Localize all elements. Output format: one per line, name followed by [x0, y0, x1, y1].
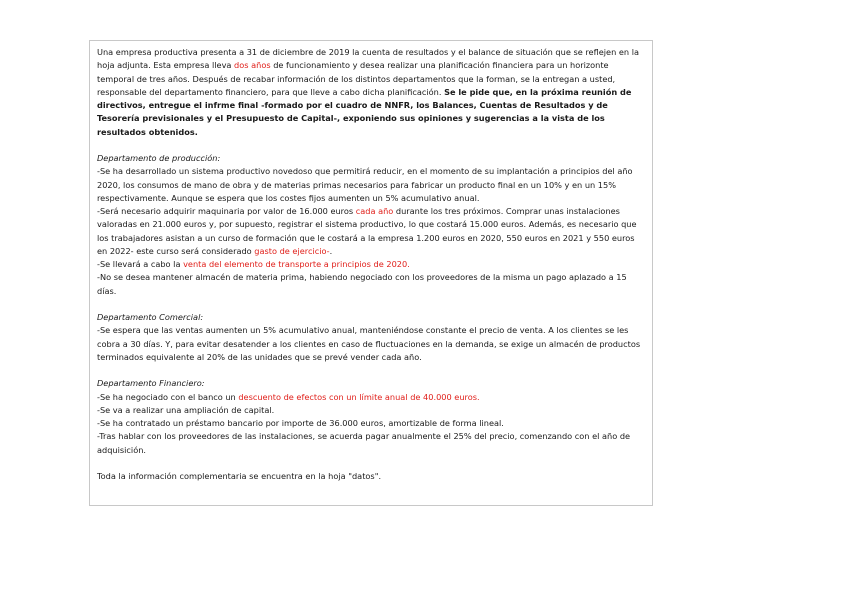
production-item-2 — [97, 205, 645, 258]
document-body — [97, 46, 645, 483]
production-item-2-highlight-2: gasto de ejercicio- — [254, 245, 330, 256]
document-frame — [89, 40, 653, 506]
footer-note: Toda la información complementaria se encuentra en la hoja "datos". — [97, 471, 382, 481]
commercial-heading: Departamento Comercial: — [97, 312, 204, 322]
financial-item-1-text: -Se ha negociado con el banco un — [97, 391, 239, 402]
production-item-4: -No se desea mantener almacén de materia prima, habiendo negociado con los proveedores de la misma un pago aplazado a 15 días. — [97, 272, 627, 296]
intro-task-bold: Se le pide que, en la próxima reunión de directivos, entregue el infrme final -formado por el cuadro de NNFR, los Balances, Cuentas de Resultados y de Tesorería previsionales y el Presupuesto de Capital-, exponiendo sus opiniones y sugerencias a la vista de los resultados obtenidos. — [97, 86, 632, 137]
production-heading: Departamento de producción: — [97, 153, 221, 163]
financial-item-4: -Tras hablar con los proveedores de las instalaciones, se acuerda pagar anualmente el 25% del precio, comenzando con el año de adquisición. — [97, 431, 631, 455]
intro-text-1: Una empresa productiva presenta a 31 de diciembre de 2019 la cuenta de resultados y el balance de situación que se reflejen en la hoja adjunta. Esta empresa lleva — [97, 47, 640, 71]
financial-item-1-highlight: descuento de efectos con un límite anual de 40.000 euros. — [238, 391, 480, 402]
production-item-2-text-a: -Será necesario adquirir maquinaria por valor de 16.000 euros — [97, 206, 356, 216]
production-item-3-highlight: venta del elemento de transporte a principios de 2020. — [183, 259, 410, 269]
financial-item-2: -Se va a realizar una ampliación de capital. — [97, 404, 275, 415]
production-item-2-highlight: cada año — [355, 206, 394, 216]
intro-highlight: dos años — [234, 60, 271, 71]
production-item-2-text-b: durante los tres próximos. Comprar unas instalaciones valoradas en 21.000 euros y, por supuesto, registrar el sistema productivo, lo que costará 15.000 euros. Además, es necesario que los trabajadores asistan a un curso de formación que le costará a la empresa 1.200 euros en 2020, 550 euros en 2021 y 550 euros en 2022- este curso será considerado — [97, 206, 637, 256]
intro-paragraph — [97, 46, 645, 139]
commercial-item-1: -Se espera que las ventas aumenten un 5% acumulativo anual, manteniéndose constante el precio de venta. A los clientes se les cobra a 30 días. Y, para evitar desatender a los clientes en caso de fluctuaciones en la demanda, se exige un almacén de productos terminados equivalente al 20% de las unidades que se prevé vender cada año. — [97, 325, 641, 362]
production-item-3 — [97, 258, 645, 271]
financial-heading: Departamento Financiero: — [97, 378, 205, 389]
financial-item-1 — [97, 391, 645, 404]
intro-text-2: de funcionamiento y desea realizar una planificación financiera para un horizonte temporal de tres años. Después de recabar información de los distintos departamentos que la forman, se la entregan a usted, responsable del departamento financiero, para que lleve a cabo dicha planificación. — [97, 60, 616, 97]
financial-item-3: -Se ha contratado un préstamo bancario por importe de 36.000 euros, amortizable de forma lineal. — [97, 418, 504, 428]
production-item-1: -Se ha desarrollado un sistema productivo novedoso que permitirá reducir, en el momento de su implantación a principios del año 2020, los consumos de mano de obra y de materias primas necesarios para fabricar un producto final en un 10% y en un 15% respectivamente. Aunque se espera que los costes fijos aumenten un 5% acumulativo anual. — [97, 166, 633, 203]
production-item-2-text-c: . — [329, 245, 333, 256]
production-item-3-text: -Se llevará a cabo la — [97, 259, 184, 269]
